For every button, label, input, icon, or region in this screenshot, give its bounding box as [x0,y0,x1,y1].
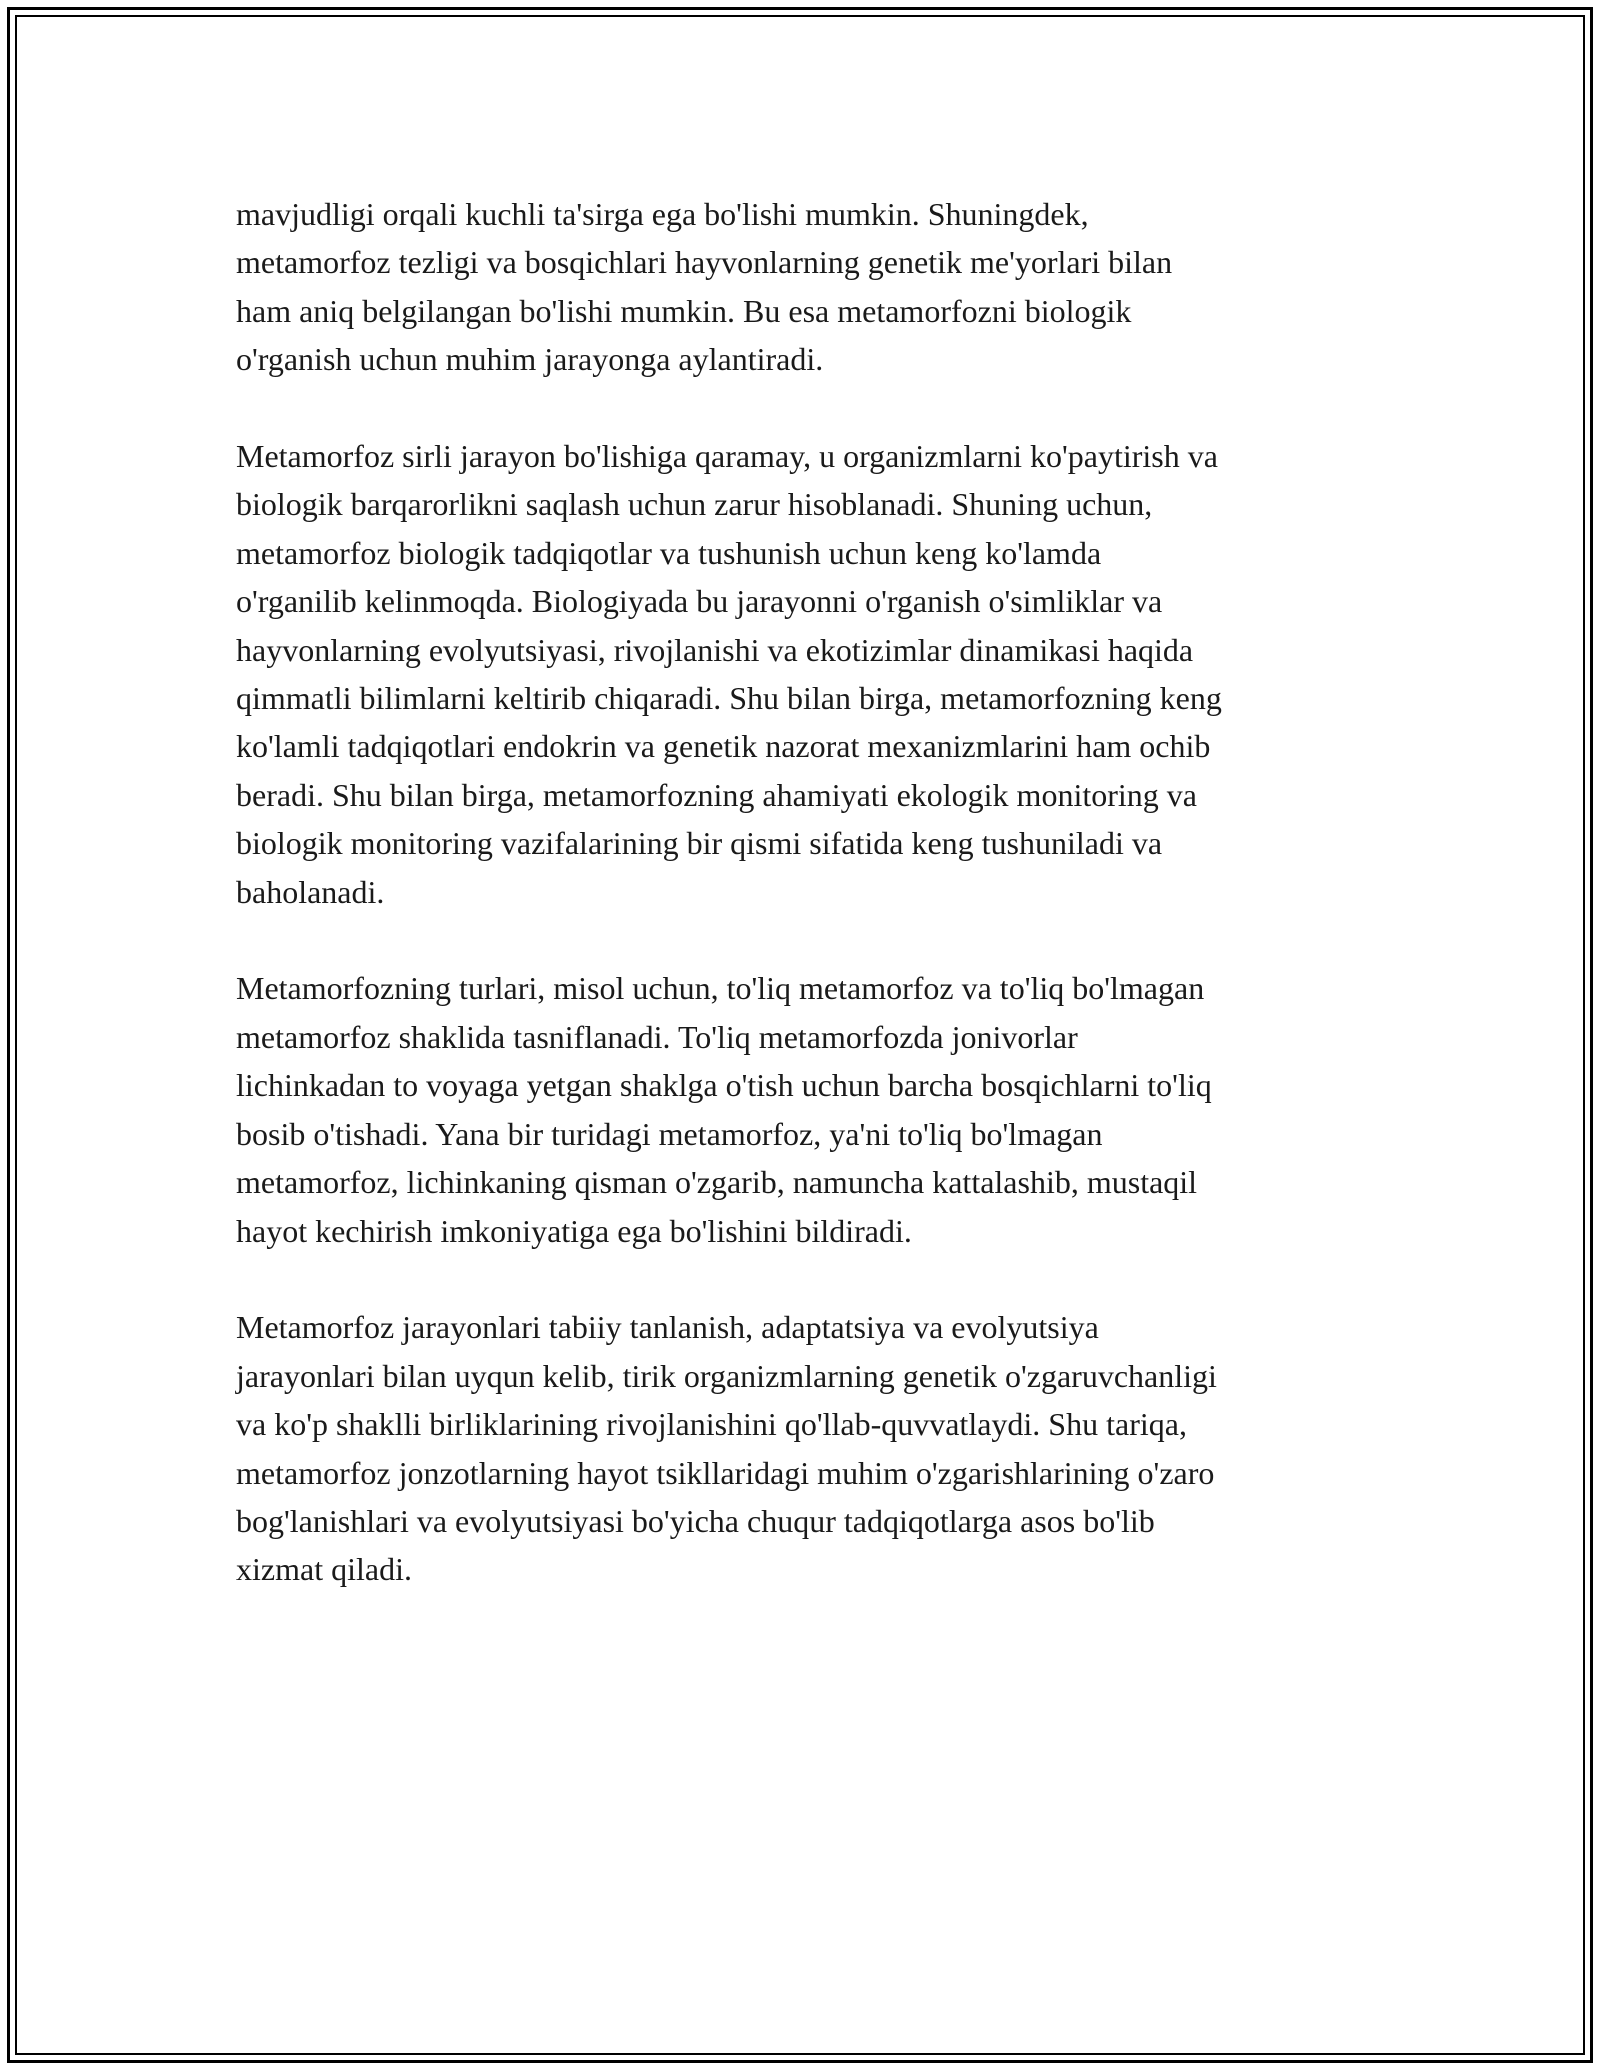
paragraph-1: mavjudligi orqali kuchli ta'sirga ega bo'lishi mumkin. Shuningdek, metamorfoz tezligi va bosqichlari hayvonlarning genetik me'yorlari bilan ham aniq belgilangan bo'lishi mumkin. Bu esa metamorfozni biologik o'rganish uchun muhim jarayonga aylantiradi. [236,196,1173,378]
document-body [236,190,1376,1642]
paragraph-2: Metamorfoz sirli jarayon bo'lishiga qaramay, u organizmlarni ko'paytirish va biologik barqarorlikni saqlash uchun zarur hisoblanadi. Shuning uchun, metamorfoz biologik tadqiqotlar va tushunish uchun keng ko'lamda o'rganilib kelinmoqda. Biologiyada bu jarayonni o'rganish o'simliklar va hayvonlarning evolyutsiyasi, rivojlanishi va ekotizimlar dinamikasi haqida qimmatli bilimlarni keltirib chiqaradi. Shu bilan birga, metamorfozning keng ko'lamli tadqiqotlari endokrin va genetik nazorat mexanizmlarini ham ochib beradi. Shu bilan birga, metamorfozning ahamiyati ekologik monitoring va biologik monitoring vazifalarining bir qismi sifatida keng tushuniladi va baholanadi. [236,438,1222,910]
paragraph-4: Metamorfoz jarayonlari tabiiy tanlanish, adaptatsiya va evolyutsiya jarayonlari bilan uyqun kelib, tirik organizmlarning genetik o'zgaruvchanligi va ko'p shaklli birliklarining rivojlanishini qo'llab-quvvatlaydi. Shu tariqa, metamorfoz jonzotlarning hayot tsikllaridagi muhim o'zgarishlarining o'zaro bog'lanishlari va evolyutsiyasi bo'yicha chuqur tadqiqotlarga asos bo'lib xizmat qiladi. [236,1309,1217,1588]
paragraph-3: Metamorfozning turlari, misol uchun, to'liq metamorfoz va to'liq bo'lmagan metamorfoz shaklida tasniflanadi. To'liq metamorfozda jonivorlar lichinkadan to voyaga yetgan shaklga o'tish uchun barcha bosqichlarni to'liq bosib o'tishadi. Yana bir turidagi metamorfoz, ya'ni to'liq bo'lmagan metamorfoz, lichinkaning qisman o'zgarib, namuncha kattalashib, mustaqil hayot kechirish imkoniyatiga ega bo'lishini bildiradi. [236,970,1212,1249]
